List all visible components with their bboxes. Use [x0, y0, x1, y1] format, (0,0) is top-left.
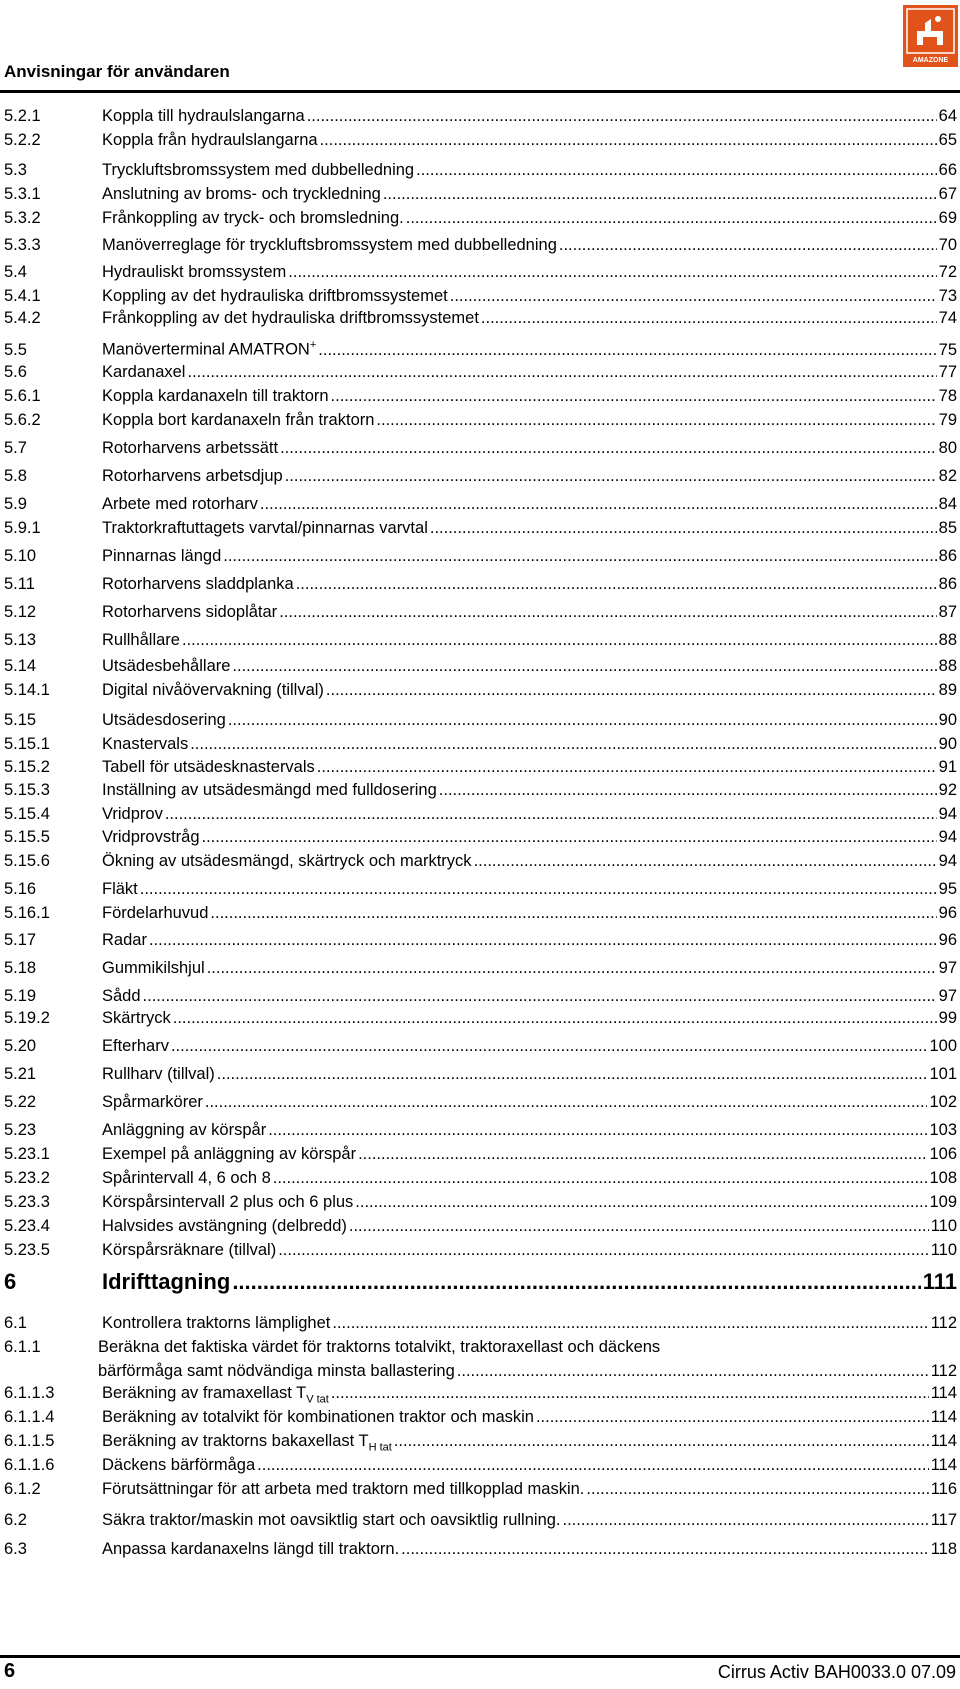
toc-leader-dots: [217, 1062, 928, 1086]
toc-page-number: 64: [938, 107, 957, 125]
toc-title: Koppla bort kardanaxeln från traktorn: [102, 411, 375, 429]
toc-title: Rotorharvens sladdplanka: [102, 575, 294, 593]
toc-page-number: 78: [938, 387, 957, 405]
toc-number: 5.15.5: [4, 828, 50, 846]
toc-leader-dots: [332, 1311, 928, 1335]
toc-title: Kardanaxel: [102, 363, 186, 381]
toc-title: Kontrollera traktorns lämplighet: [102, 1314, 331, 1332]
toc-number: 5.17: [4, 931, 37, 949]
toc-entry[interactable]: [0, 708, 957, 732]
toc-entry[interactable]: [0, 408, 957, 432]
toc-leader-dots: [439, 778, 937, 802]
toc-entry[interactable]: [0, 1508, 957, 1532]
toc-number: 5.23.3: [4, 1193, 50, 1211]
toc-entry[interactable]: [0, 1062, 957, 1086]
toc-leader-dots: [536, 1405, 929, 1429]
toc-title: Rotorharvens sidoplåtar: [102, 603, 278, 621]
toc-leader-dots: [474, 849, 937, 873]
toc-number: 5.3.1: [4, 185, 41, 203]
toc-leader-dots: [450, 284, 937, 308]
toc-title: Förutsättningar för att arbeta med traktorn med tillkopplad maskin.: [102, 1480, 585, 1498]
toc-entry[interactable]: [0, 1537, 957, 1561]
toc-title: Pinnarnas längd: [102, 547, 222, 565]
toc-title: Rullhållare: [102, 631, 180, 649]
toc-entry[interactable]: [0, 360, 957, 384]
toc-page-number: 84: [938, 495, 957, 513]
toc-entry[interactable]: [0, 732, 957, 756]
toc-entry-multiline[interactable]: [0, 1335, 957, 1383]
toc-number: 5.16: [4, 880, 37, 898]
toc-title: Koppla kardanaxeln till traktorn: [102, 387, 329, 405]
toc-title: Anläggning av körspår: [102, 1121, 267, 1139]
toc-number: 5.8: [4, 467, 27, 485]
toc-number: 5.15.6: [4, 852, 50, 870]
toc-number: 5.14: [4, 657, 37, 675]
toc-entry[interactable]: [0, 1118, 957, 1142]
toc-title: Exempel på anläggning av körspår: [102, 1145, 357, 1163]
toc-leader-dots: [331, 384, 937, 408]
toc-page-number: 86: [938, 575, 957, 593]
toc-page-number: 82: [938, 467, 957, 485]
toc-page-number: 73: [938, 287, 957, 305]
toc-page-number: 77: [938, 363, 957, 381]
toc-number: 5.15: [4, 711, 37, 729]
toc-title: Utsädesdosering: [102, 711, 226, 729]
toc-entry[interactable]: [0, 1006, 957, 1030]
toc-title: Vridprov: [102, 805, 163, 823]
toc-entry[interactable]: [0, 128, 957, 152]
toc-entry[interactable]: [0, 384, 957, 408]
toc-title: Gummikilshjul: [102, 959, 205, 977]
toc-leader-dots: [383, 182, 937, 206]
toc-entry[interactable]: [0, 1190, 957, 1214]
toc-page-number: 106: [929, 1145, 957, 1163]
toc-title: Koppla till hydraulslangarna: [102, 107, 305, 125]
toc-page-number: 112: [930, 1362, 957, 1380]
toc-entry[interactable]: [0, 755, 957, 779]
toc-title: Hydrauliskt bromssystem: [102, 263, 287, 281]
toc-entry[interactable]: [0, 1142, 957, 1166]
toc-leader-dots: [394, 1429, 929, 1453]
toc-page-number: 85: [938, 519, 957, 537]
toc-number: 5.16.1: [4, 904, 50, 922]
toc-title: Digital nivåövervakning (tillval): [102, 681, 324, 699]
toc-leader-dots: [257, 1453, 929, 1477]
toc-number: 5.4: [4, 263, 27, 281]
toc-page-number: 69: [938, 209, 957, 227]
toc-page-number: 116: [930, 1480, 957, 1498]
toc-entry[interactable]: [0, 1429, 957, 1453]
toc-entry[interactable]: [0, 233, 957, 257]
toc-page-number: 114: [930, 1456, 957, 1474]
toc-entry[interactable]: [0, 802, 957, 826]
toc-page-number: 70: [938, 236, 957, 254]
toc-title: Radar: [102, 931, 147, 949]
toc-leader-dots: [349, 1214, 929, 1238]
toc-title: Rotorharvens arbetssätt: [102, 439, 279, 457]
toc-page-number: 88: [938, 657, 957, 675]
toc-number: 5.3.2: [4, 209, 41, 227]
toc-number: 6: [4, 1269, 17, 1294]
toc-entry[interactable]: [0, 1034, 957, 1058]
toc-leader-dots: [358, 1142, 927, 1166]
toc-leader-dots: [260, 492, 937, 516]
toc-page-number: 80: [938, 439, 957, 457]
toc-leader-dots: [288, 260, 936, 284]
toc-leader-dots: [190, 732, 936, 756]
toc-entry[interactable]: [0, 284, 957, 308]
footer-document-id: Cirrus Activ BAH0033.0 07.09: [717, 1662, 956, 1682]
toc-title: Beräkning av framaxellast $T_{V tat}$: [102, 1384, 329, 1406]
toc-leader-dots: [307, 104, 937, 128]
toc-page-number: 94: [938, 852, 957, 870]
toc-number: 5.4.1: [4, 287, 41, 305]
toc-page-number: 65: [938, 131, 957, 149]
toc-number: 5.15.1: [4, 735, 50, 753]
toc-page-number: 114: [930, 1408, 957, 1426]
toc-title: Idrifttagning: [102, 1269, 231, 1294]
toc-leader-dots: [416, 158, 937, 182]
toc-entry[interactable]: [0, 1090, 957, 1114]
toc-title: Körspårsräknare (tillval): [102, 1241, 277, 1259]
toc-title: Fördelarhuvud: [102, 904, 209, 922]
toc-leader-dots: [430, 516, 937, 540]
footer-rule: [0, 1655, 960, 1658]
toc-page-number: 91: [938, 758, 957, 776]
toc-page-number: 89: [938, 681, 957, 699]
toc-number: 6.1.1.6: [4, 1456, 55, 1474]
toc-entry[interactable]: [0, 104, 957, 128]
toc-number: 5.9: [4, 495, 27, 513]
toc-leader-dots: [406, 206, 937, 230]
toc-page-number: 117: [930, 1511, 957, 1529]
toc-leader-dots: [232, 1266, 920, 1298]
toc-page-number: 114: [930, 1432, 957, 1450]
svg-text:AMAZONE: AMAZONE: [912, 57, 949, 64]
toc-page-number: 86: [938, 547, 957, 565]
toc-number: 5.13: [4, 631, 37, 649]
toc-entry[interactable]: [0, 778, 957, 802]
header-rule: [0, 90, 960, 93]
toc-number: 6.3: [4, 1540, 27, 1558]
toc-title: Halvsides avstängning (delbredd): [102, 1217, 347, 1235]
toc-number: 6.1: [4, 1314, 27, 1332]
toc-entry[interactable]: [0, 306, 957, 330]
toc-page-number: 101: [929, 1065, 957, 1083]
toc-page-number: 97: [938, 959, 957, 977]
toc-title: Inställning av utsädesmängd med fulldosering: [102, 781, 437, 799]
toc-chapter[interactable]: [0, 1266, 957, 1298]
toc-number: 5.23.1: [4, 1145, 50, 1163]
toc-leader-dots: [481, 306, 937, 330]
toc-number: 5.15.3: [4, 781, 50, 799]
toc-page-number: 99: [938, 1009, 957, 1027]
toc-entry[interactable]: [0, 849, 957, 873]
toc-entry[interactable]: [0, 825, 957, 849]
toc-number: 5.12: [4, 603, 37, 621]
toc-title: Utsädesbehållare: [102, 657, 231, 675]
toc-page-number: 75: [938, 340, 957, 359]
toc-page-number: 100: [929, 1037, 957, 1055]
toc-page-number: 79: [938, 411, 957, 429]
toc-title: Tabell för utsädesknastervals: [102, 758, 315, 776]
toc-leader-dots: [376, 408, 936, 432]
toc-number: 6.2: [4, 1511, 27, 1529]
toc-title: Manöverreglage för tryckluftsbromssystem med dubbelledning: [102, 236, 557, 254]
toc-title-line1: Beräkna det faktiska värdet för traktorns totalvikt, traktoraxellast och däckens: [98, 1338, 661, 1356]
toc-entry[interactable]: [0, 544, 957, 568]
toc-page-number: 102: [929, 1093, 957, 1111]
toc-leader-dots: [317, 755, 937, 779]
toc-entry[interactable]: [0, 901, 957, 925]
toc-entry[interactable]: [0, 984, 957, 1008]
toc-number: 5.15.2: [4, 758, 50, 776]
amazone-logo-icon: [903, 5, 958, 67]
toc-page-number: 110: [930, 1241, 957, 1259]
toc-leader-dots: [210, 901, 936, 925]
toc-page-number: 94: [938, 828, 957, 846]
footer-page-number: 6: [4, 1660, 16, 1682]
toc-title: Anpassa kardanaxelns längd till traktorn.: [102, 1540, 400, 1558]
toc-number: 5.4.2: [4, 309, 41, 327]
toc-title: Arbete med rotorharv: [102, 495, 258, 513]
toc-title: Efterharv: [102, 1037, 169, 1055]
toc-title: Skärtryck: [102, 1009, 171, 1027]
toc-title: Säkra traktor/maskin mot oavsiktlig start och oavsiktlig rullning.: [102, 1511, 561, 1529]
toc-leader-dots: [401, 1537, 929, 1561]
toc-number: 5.6.2: [4, 411, 41, 429]
toc-number: 5.2.1: [4, 107, 41, 125]
toc-page-number: 90: [938, 735, 957, 753]
toc-entry[interactable]: [0, 464, 957, 488]
toc-entry[interactable]: [0, 1477, 957, 1501]
toc-entry[interactable]: [0, 436, 957, 460]
toc-page-number: 66: [938, 161, 957, 179]
toc-leader-dots: [232, 654, 936, 678]
toc-entry[interactable]: [0, 260, 957, 284]
toc-number: 5.23.2: [4, 1169, 50, 1187]
toc-title: Spårmarkörer: [102, 1093, 203, 1111]
toc-page-number: 110: [930, 1217, 957, 1235]
toc-page-number: 111: [922, 1269, 957, 1294]
toc-page-number: 94: [938, 805, 957, 823]
toc-number: 6.1.1: [4, 1338, 41, 1356]
toc-leader-dots: [280, 436, 937, 460]
toc-number: 5.19: [4, 987, 37, 1005]
toc-title: Körspårsintervall 2 plus och 6 plus: [102, 1193, 354, 1211]
toc-leader-dots: [171, 1034, 928, 1058]
toc-title: Rotorharvens arbetsdjup: [102, 467, 283, 485]
header-title: Anvisningar för användaren: [4, 62, 230, 81]
toc-page-number: 92: [938, 781, 957, 799]
toc-leader-dots: [143, 984, 937, 1008]
toc-title: Rullharv (tillval): [102, 1065, 215, 1083]
toc-entry[interactable]: [0, 158, 957, 182]
toc-page-number: 88: [938, 631, 957, 649]
toc-title: Frånkoppling av tryck- och bromsledning.: [102, 209, 404, 227]
toc-title: Beräkning av traktorns bakaxellast $T_{H tat}$: [102, 1432, 392, 1454]
toc-entry[interactable]: [0, 1453, 957, 1477]
toc-number: 5.3.3: [4, 236, 41, 254]
toc-number: 5.20: [4, 1037, 37, 1055]
toc-page-number: 112: [930, 1314, 957, 1332]
toc-entry[interactable]: [0, 654, 957, 678]
toc-leader-dots: [202, 825, 937, 849]
toc-page-number: 97: [938, 987, 957, 1005]
toc-leader-dots: [149, 928, 937, 952]
toc-entry[interactable]: [0, 1381, 957, 1405]
toc-title: Tryckluftsbromssystem med dubbelledning: [102, 161, 415, 179]
toc-page-number: 95: [938, 880, 957, 898]
toc-number: 5.18: [4, 959, 37, 977]
toc-leader-dots: [165, 802, 937, 826]
toc-leader-dots: [278, 1238, 928, 1262]
toc-leader-dots: [173, 1006, 937, 1030]
toc-entry[interactable]: [0, 1214, 957, 1238]
toc-number: 5.9.1: [4, 519, 41, 537]
toc-leader-dots: [296, 572, 937, 596]
toc-number: 6.1.1.4: [4, 1408, 55, 1426]
toc-entry[interactable]: [0, 956, 957, 980]
toc-leader-dots: [187, 360, 936, 384]
toc-title: Traktorkraftuttagets varvtal/pinnarnas varvtal: [102, 519, 428, 537]
toc-title: Fläkt: [102, 880, 138, 898]
toc-number: 5.2.2: [4, 131, 41, 149]
toc-entry[interactable]: [0, 492, 957, 516]
toc-page-number: 109: [929, 1193, 957, 1211]
toc-number: 5.3: [4, 161, 27, 179]
toc-number: 5.5: [4, 340, 27, 359]
toc-title: Koppla från hydraulslangarna: [102, 131, 318, 149]
toc-number: 5.23: [4, 1121, 37, 1139]
toc-title: Knastervals: [102, 735, 189, 753]
toc-page-number: 90: [938, 711, 957, 729]
toc-number: 5.10: [4, 547, 37, 565]
toc-leader-dots: [320, 128, 937, 152]
toc-title: Sådd: [102, 987, 141, 1005]
toc-page-number: 114: [930, 1384, 957, 1402]
toc-number: 5.6.1: [4, 387, 41, 405]
toc-leader-dots: [355, 1190, 927, 1214]
toc-entry[interactable]: [0, 333, 957, 357]
toc-number: 6.1.1.5: [4, 1432, 55, 1450]
toc-number: 5.11: [4, 575, 35, 593]
toc-title-line2: bärförmåga samt nödvändiga minsta ballastering: [98, 1362, 455, 1380]
toc-entry[interactable]: [0, 678, 957, 702]
toc-title: Beräkning av totalvikt för kombinationen traktor och maskin: [102, 1408, 534, 1426]
toc-leader-dots: [279, 600, 936, 624]
toc-page-number: 118: [930, 1540, 957, 1558]
toc-number: 5.15.4: [4, 805, 50, 823]
toc-title: Koppling av det hydrauliska driftbromssystemet: [102, 287, 448, 305]
toc-title: Vridprovstråg: [102, 828, 200, 846]
toc-page-number: 96: [938, 904, 957, 922]
toc-page-number: 96: [938, 931, 957, 949]
toc-leader-dots: [326, 678, 937, 702]
toc-page-number: 108: [929, 1169, 957, 1187]
toc-title: Anslutning av broms- och tryckledning: [102, 185, 381, 203]
toc-entry[interactable]: [0, 572, 957, 596]
toc-entry[interactable]: [0, 628, 957, 652]
toc-leader-dots: [228, 708, 937, 732]
toc-entry[interactable]: [0, 928, 957, 952]
toc-leader-dots: [268, 1118, 927, 1142]
toc-leader-dots: [285, 464, 937, 488]
toc-number: 5.19.2: [4, 1009, 50, 1027]
toc-entry[interactable]: [0, 206, 957, 230]
toc-leader-dots: [331, 1381, 929, 1405]
toc-leader-dots: [205, 1090, 928, 1114]
toc-leader-dots: [586, 1477, 928, 1501]
toc-leader-dots: [273, 1166, 928, 1190]
toc-title: Däckens bärförmåga: [102, 1456, 256, 1474]
toc-title: Frånkoppling av det hydrauliska driftbromssystemet: [102, 309, 479, 327]
toc-entry[interactable]: [0, 600, 957, 624]
toc-page-number: 74: [938, 309, 957, 327]
toc-title: Ökning av utsädesmängd, skärtryck och marktryck: [102, 852, 472, 870]
toc-page-number: 103: [929, 1121, 957, 1139]
toc-entry[interactable]: [0, 1405, 957, 1429]
toc-page-number: 72: [938, 263, 957, 281]
toc-leader-dots: [207, 956, 937, 980]
toc-page-number: 87: [938, 603, 957, 621]
toc-title: Manöverterminal AMATRON+: [102, 339, 317, 359]
toc-entry[interactable]: [0, 1238, 957, 1262]
toc-number: 5.14.1: [4, 681, 50, 699]
toc-leader-dots: [563, 1508, 929, 1532]
toc-leader-dots: [223, 544, 936, 568]
toc-number: 5.23.5: [4, 1241, 50, 1259]
toc-entry[interactable]: [0, 1166, 957, 1190]
toc-page-number: 67: [938, 185, 957, 203]
toc-entry[interactable]: [0, 516, 957, 540]
toc-number: 5.21: [4, 1065, 37, 1083]
toc-leader-dots: [140, 877, 937, 901]
toc-number: 6.1.1.3: [4, 1384, 55, 1402]
toc-leader-dots: [318, 338, 936, 362]
toc-number: 5.6: [4, 363, 27, 381]
toc-number: 5.22: [4, 1093, 37, 1111]
toc-number: 5.7: [4, 439, 27, 457]
toc-leader-dots: [182, 628, 937, 652]
toc-entry[interactable]: [0, 877, 957, 901]
toc-leader-dots: [559, 233, 937, 257]
toc-entry[interactable]: [0, 182, 957, 206]
toc-leader-dots: [457, 1359, 929, 1383]
toc-entry[interactable]: [0, 1311, 957, 1335]
toc-number: 6.1.2: [4, 1480, 41, 1498]
toc-number: 5.23.4: [4, 1217, 50, 1235]
toc-title: Spårintervall 4, 6 och 8: [102, 1169, 271, 1187]
